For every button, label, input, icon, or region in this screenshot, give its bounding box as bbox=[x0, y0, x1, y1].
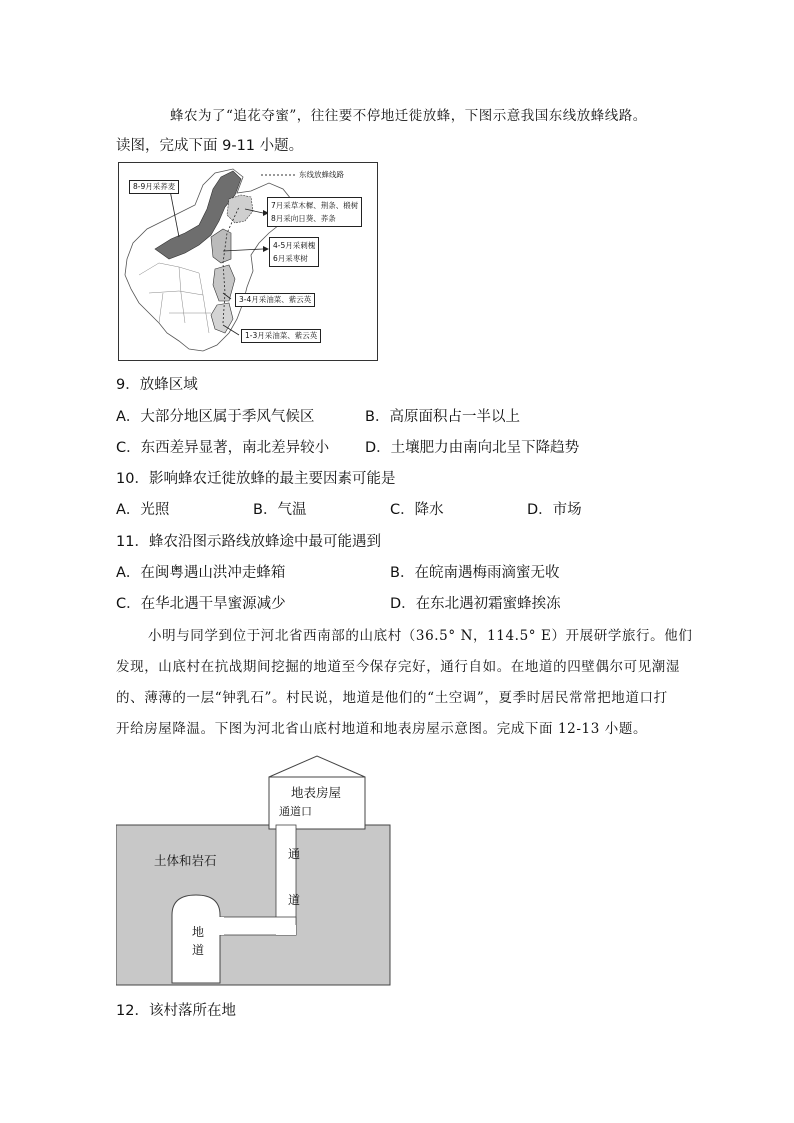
map-label-2b: 8月采向日葵、荞条 bbox=[271, 214, 336, 223]
q11-option-d[interactable]: D．在东北遇初霜蜜蜂挨冻 bbox=[390, 596, 561, 612]
passage-label-1: 通 bbox=[288, 847, 301, 861]
map-label-5: 1-3月采油菜、紫云英 bbox=[241, 329, 321, 343]
para-line-2: 发现，山底村在抗战期间挖掘的地道至今保存完好，通行自如。在地道的四壁偶尔可见潮湿 bbox=[116, 659, 680, 675]
q11-stem: 11．蜂农沿图示路线放蜂途中最可能遇到 bbox=[116, 534, 381, 550]
intro-line-1: 蜂农为了“追花夺蜜”，往往要不停地迁徙放蜂，下图示意我国东线放蜂线路。 bbox=[170, 108, 647, 124]
q10-stem: 10．影响蜂农迁徙放蜂的最主要因素可能是 bbox=[116, 471, 396, 487]
q9-option-c[interactable]: C．东西差异显著，南北差异较小 bbox=[116, 440, 330, 456]
q12-stem: 12．该村落所在地 bbox=[116, 1003, 236, 1019]
map-label-1: 8-9月采荞麦 bbox=[129, 180, 179, 194]
tunnel-label-2: 道 bbox=[192, 943, 205, 957]
para-line-3: 的、薄薄的一层“钟乳石”。村民说，地道是他们的“土空调”，夏季时居民常常把地道口打 bbox=[116, 690, 668, 706]
passage-label-2: 道 bbox=[288, 893, 301, 907]
q9-option-a[interactable]: A．大部分地区属于季风气候区 bbox=[116, 409, 315, 425]
q11-option-b[interactable]: B．在皖南遇梅雨滴蜜无收 bbox=[390, 565, 560, 581]
q9-stem: 9．放蜂区域 bbox=[116, 377, 198, 393]
map-label-2 bbox=[267, 197, 362, 227]
map-label-3a: 4-5月采刺槐 bbox=[273, 241, 316, 250]
para-line-4: 开给房屋降温。下图为河北省山底村地道和地表房屋示意图。完成下面 12-13 小题。 bbox=[116, 721, 648, 737]
map-legend: 东线放蜂线路 bbox=[299, 170, 344, 179]
tunnel-diagram-svg bbox=[116, 755, 392, 987]
q9-option-d[interactable]: D．土壤肥力由南向北呈下降趋势 bbox=[365, 440, 580, 456]
map-label-2a: 7月采草木樨、荆条、椴树 bbox=[271, 201, 359, 210]
q10-option-d[interactable]: D．市场 bbox=[527, 502, 582, 518]
q10-option-b[interactable]: B．气温 bbox=[253, 502, 307, 518]
map-label-4: 3-4月采油菜、紫云英 bbox=[235, 293, 315, 307]
house-label: 地表房屋 bbox=[291, 785, 342, 800]
soil-block bbox=[116, 825, 390, 985]
map-label-3b: 6月采枣树 bbox=[273, 254, 308, 263]
tunnel-label-1: 地 bbox=[192, 925, 205, 939]
house-roof bbox=[269, 756, 365, 777]
q9-option-b[interactable]: B．高原面积占一半以上 bbox=[365, 409, 520, 425]
intro-line-2: 读图，完成下面 9-11 小题。 bbox=[116, 138, 304, 154]
china-map-figure bbox=[118, 162, 378, 361]
map-label-3 bbox=[269, 237, 319, 267]
soil-label: 土体和岩石 bbox=[154, 853, 217, 868]
q10-option-c[interactable]: C．降水 bbox=[390, 502, 444, 518]
tunnel-diagram bbox=[116, 755, 392, 987]
entrance-label: 通道口 bbox=[279, 805, 312, 818]
q11-option-c[interactable]: C．在华北遇干旱蜜源减少 bbox=[116, 596, 286, 612]
q11-option-a[interactable]: A．在闽粤遇山洪冲走蜂箱 bbox=[116, 565, 286, 581]
q10-option-a[interactable]: A．光照 bbox=[116, 502, 170, 518]
para-line-1: 小明与同学到位于河北省西南部的山底村（36.5° N，114.5° E）开展研学旅行。他们 bbox=[148, 628, 693, 644]
